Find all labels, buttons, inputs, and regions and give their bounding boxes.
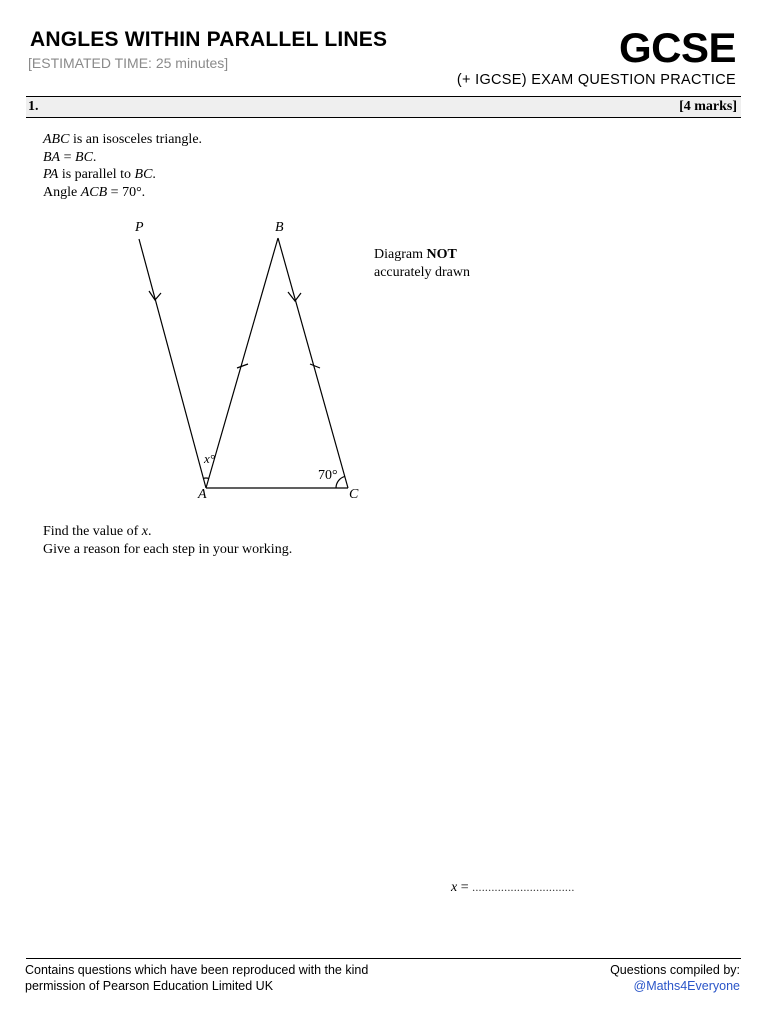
var-pa: PA [43, 167, 59, 182]
worksheet-subtitle: (+ IGCSE) EXAM QUESTION PRACTICE [456, 72, 736, 88]
var-bc: BC [134, 167, 153, 182]
footer-credit [25, 962, 368, 994]
tick-mark-ab [237, 364, 248, 368]
answer-line[interactable] [451, 880, 575, 896]
footer-handle-link[interactable]: @Maths4Everyone [633, 979, 740, 993]
note-not: NOT [426, 247, 457, 262]
worksheet-title: ANGLES WITHIN PARALLEL LINES [30, 28, 388, 51]
footer-divider [26, 958, 741, 959]
label-p: P [135, 220, 144, 235]
task-text: Find the value of [43, 524, 142, 539]
footer-compiler [610, 962, 740, 994]
level-label: GCSE [618, 24, 736, 71]
line-ab [206, 238, 278, 488]
label-a: A [198, 487, 207, 502]
equals-sign: = [60, 149, 76, 165]
angle-label-x: x° [204, 451, 215, 466]
line-bc [278, 238, 348, 488]
label-b: B [275, 220, 284, 235]
given-text: is parallel to [58, 167, 135, 182]
note-line-2: accurately drawn [374, 264, 470, 280]
line-pa [139, 239, 206, 488]
footer-credit-line-2: permission of Pearson Education Limited UK [25, 979, 274, 993]
diagram-note [374, 246, 470, 281]
note-prefix: Diagram [374, 247, 427, 262]
answer-var: x [451, 880, 458, 895]
answer-blank[interactable]: ................................ [472, 880, 575, 894]
angle-label-70: 70° [318, 468, 338, 483]
var-bc: BC [75, 149, 93, 165]
question-task [43, 523, 292, 558]
task-line-1 [43, 523, 292, 541]
var-abc: ABC [43, 132, 70, 147]
footer-credit-line-1: Contains questions which have been reproduced with the kind [25, 963, 369, 977]
question-marks: [4 marks] [679, 99, 737, 114]
var-acb: ACB [80, 184, 108, 200]
task-line-2: Give a reason for each step in your working. [43, 541, 293, 557]
period: . [147, 524, 152, 539]
angle-value: = 70°. [107, 184, 146, 200]
label-c: C [349, 487, 359, 502]
question-number: 1. [28, 99, 39, 114]
estimated-time: [ESTIMATED TIME: 25 minutes] [28, 55, 229, 71]
var-x: x [141, 524, 148, 539]
given-text: Angle [43, 184, 81, 200]
given-text: is an isosceles triangle. [69, 132, 203, 147]
footer-compiled-by: Questions compiled by: [610, 963, 740, 977]
answer-eq: = [457, 880, 473, 895]
period: . [152, 167, 156, 182]
period: . [92, 149, 97, 165]
var-ba: BA [43, 149, 61, 165]
tick-mark-bc [310, 364, 320, 368]
